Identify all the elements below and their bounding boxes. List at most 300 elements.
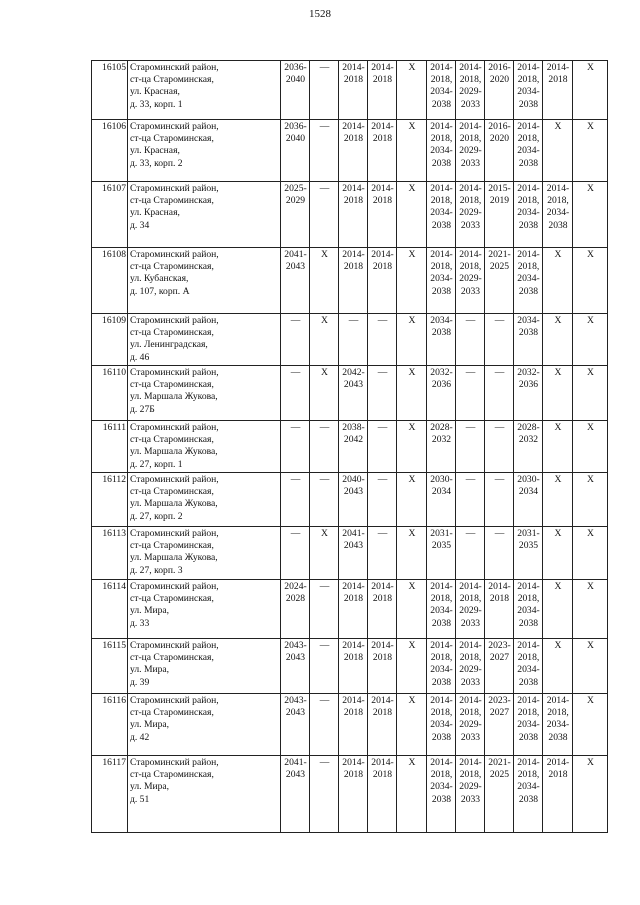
period-cell-c3: [339, 473, 368, 527]
cell-line: X: [408, 367, 416, 378]
address-line: ст-ца Староминская,: [130, 434, 214, 446]
cell-line: 2014-: [342, 695, 365, 706]
cell-line: 2038: [431, 98, 452, 110]
cell-line: —: [377, 422, 388, 433]
cell-line: —: [465, 367, 476, 378]
cell-line: —: [494, 315, 505, 326]
period-cell-c11: [573, 248, 608, 314]
row-number: 16114: [92, 580, 128, 639]
cell-line: 2028: [285, 593, 306, 605]
period-cell-c7: [456, 473, 485, 527]
period-cell-c5: [397, 248, 427, 314]
address-line: ст-ца Староминская,: [130, 769, 214, 781]
period-cell-c3: [339, 182, 368, 248]
cell-line: 2038: [548, 219, 568, 231]
table-body: [92, 61, 608, 833]
address-line: д. 27, корп. 2: [130, 510, 183, 522]
address-line: д. 42: [130, 731, 150, 743]
cell-line: X: [554, 422, 562, 433]
cell-line: 2018,: [430, 195, 453, 207]
cell-line: 2034-: [430, 664, 453, 676]
cell-line: 2034-: [517, 719, 540, 731]
cell-line: 2027: [489, 652, 510, 664]
row-number: 16105: [92, 61, 128, 120]
cell-line: —: [290, 315, 301, 326]
period-cell-c4: [368, 366, 397, 421]
cell-line: X: [554, 367, 562, 378]
address-line: д. 27, корп. 3: [130, 564, 183, 576]
cell-line: 2018,: [430, 707, 453, 719]
cell-line: 2043-: [284, 695, 307, 706]
cell-line: 2014-: [430, 121, 453, 132]
cell-line: X: [554, 249, 562, 260]
cell-line: 2014-: [459, 581, 482, 592]
cell-line: 2035: [518, 540, 539, 552]
cell-line: 2018: [343, 74, 364, 86]
cell-line: —: [494, 367, 505, 378]
cell-line: 2018,: [430, 133, 453, 145]
cell-line: X: [408, 315, 416, 326]
cell-line: —: [319, 422, 330, 433]
cell-line: 2018: [343, 133, 364, 145]
cell-line: 2018: [372, 195, 393, 207]
period-cell-c4: [368, 248, 397, 314]
cell-line: 2018: [372, 769, 393, 781]
address-line: ул. Красная,: [130, 145, 180, 157]
cell-line: 2014-: [546, 183, 570, 194]
address-line: д. 51: [130, 793, 150, 805]
cell-line: X: [408, 757, 416, 768]
address-line: ст-ца Староминская,: [130, 261, 214, 273]
table-row: [92, 248, 608, 314]
cell-line: 2018: [372, 652, 393, 664]
period-cell-c4: [368, 314, 397, 366]
table-row: [92, 756, 608, 833]
cell-line: 2019: [489, 195, 510, 207]
cell-line: 2038: [518, 98, 539, 110]
cell-line: X: [587, 315, 594, 326]
cell-line: 2033: [460, 219, 481, 231]
period-cell-c7: [456, 756, 485, 833]
address-cell: [128, 120, 281, 182]
cell-line: 2042-: [342, 367, 365, 378]
address-line: ст-ца Староминская,: [130, 540, 214, 552]
address-line: ул. Мира,: [130, 605, 170, 617]
cell-line: —: [290, 422, 301, 433]
period-cell-c11: [573, 366, 608, 421]
period-cell-c6: [427, 248, 456, 314]
cell-line: 2014-: [371, 249, 394, 260]
period-cell-c10: [543, 248, 573, 314]
cell-line: 2018,: [517, 195, 540, 207]
cell-line: X: [408, 640, 416, 651]
period-cell-c5: [397, 756, 427, 833]
address-cell: [128, 580, 281, 639]
address-line: Староминский район,: [130, 640, 219, 651]
cell-line: 2014-: [546, 757, 570, 768]
row-number: 16117: [92, 756, 128, 833]
cell-line: X: [587, 183, 594, 194]
period-cell-c5: [397, 473, 427, 527]
cell-line: 2018,: [430, 652, 453, 664]
period-cell-c8: [485, 639, 514, 694]
cell-line: —: [319, 121, 330, 132]
cell-line: 2014-: [517, 695, 540, 706]
address-line: ул. Маршала Жукова,: [130, 391, 218, 403]
period-cell-c2: [310, 366, 339, 421]
cell-line: —: [290, 474, 301, 485]
address-line: ст-ца Староминская,: [130, 195, 214, 207]
period-cell-c6: [427, 527, 456, 580]
address-line: ст-ца Староминская,: [130, 486, 214, 498]
period-cell-c3: [339, 120, 368, 182]
cell-line: 2014-: [371, 757, 394, 768]
period-cell-c7: [456, 314, 485, 366]
period-cell-c2: [310, 182, 339, 248]
cell-line: X: [408, 121, 416, 132]
cell-line: 2018: [343, 261, 364, 273]
period-cell-c8: [485, 756, 514, 833]
period-cell-c9: [514, 756, 543, 833]
cell-line: —: [319, 183, 330, 194]
period-cell-c4: [368, 421, 397, 473]
address-line: д. 34: [130, 219, 150, 231]
address-cell: [128, 182, 281, 248]
cell-line: X: [408, 528, 416, 539]
period-cell-c5: [397, 421, 427, 473]
cell-line: X: [321, 528, 328, 539]
cell-line: —: [348, 315, 359, 326]
cell-line: 2014-: [459, 695, 482, 706]
cell-line: X: [587, 581, 594, 592]
cell-line: 2034-: [430, 605, 453, 617]
cell-line: 2014-: [430, 62, 453, 73]
period-cell-c3: [339, 756, 368, 833]
cell-line: 2029-: [459, 605, 482, 617]
cell-line: 2036: [518, 379, 539, 391]
cell-line: 2040: [285, 74, 306, 86]
cell-line: 2018,: [517, 769, 540, 781]
cell-line: 2018,: [459, 652, 482, 664]
period-cell-c8: [485, 61, 514, 120]
period-cell-c9: [514, 248, 543, 314]
table-row: [92, 694, 608, 756]
cell-line: 2018,: [517, 261, 540, 273]
period-cell-c5: [397, 61, 427, 120]
cell-line: —: [290, 367, 301, 378]
period-cell-c6: [427, 639, 456, 694]
period-cell-c3: [339, 639, 368, 694]
row-number: 16113: [92, 527, 128, 580]
address-line: Староминский район,: [130, 367, 219, 378]
row-number: 16109: [92, 314, 128, 366]
period-cell-c9: [514, 314, 543, 366]
cell-line: 2029-: [459, 86, 482, 98]
cell-line: X: [587, 695, 594, 706]
cell-line: —: [319, 474, 330, 485]
cell-line: 2018: [343, 593, 364, 605]
period-cell-c4: [368, 756, 397, 833]
cell-line: 2038: [548, 731, 568, 743]
cell-line: 2018: [372, 707, 393, 719]
cell-line: X: [554, 581, 562, 592]
cell-line: 2020: [489, 74, 510, 86]
cell-line: 2038: [431, 617, 452, 629]
cell-line: 2034-: [546, 207, 570, 219]
cell-line: 2018: [372, 261, 393, 273]
period-cell-c11: [573, 527, 608, 580]
housing-register-table: [91, 60, 608, 833]
cell-line: 2038: [518, 157, 539, 169]
cell-line: 2034-: [430, 719, 453, 731]
period-cell-c6: [427, 473, 456, 527]
period-cell-c8: [485, 366, 514, 421]
address-cell: [128, 248, 281, 314]
period-cell-c3: [339, 421, 368, 473]
period-cell-c6: [427, 580, 456, 639]
address-line: д. 33: [130, 617, 150, 629]
address-line: ст-ца Староминская,: [130, 327, 214, 339]
cell-line: —: [494, 528, 505, 539]
period-cell-c2: [310, 314, 339, 366]
cell-line: 2018: [343, 769, 364, 781]
period-cell-c7: [456, 421, 485, 473]
period-cell-c2: [310, 527, 339, 580]
cell-line: 2033: [460, 731, 481, 743]
cell-line: X: [554, 528, 562, 539]
cell-line: 2014-: [459, 757, 482, 768]
cell-line: X: [554, 121, 562, 132]
period-cell-c9: [514, 694, 543, 756]
cell-line: 2034-: [517, 86, 540, 98]
cell-line: X: [408, 249, 416, 260]
cell-line: 2018: [548, 769, 568, 781]
cell-line: 2014-: [342, 249, 365, 260]
period-cell-c4: [368, 694, 397, 756]
cell-line: —: [494, 474, 505, 485]
cell-line: —: [465, 422, 476, 433]
cell-line: —: [319, 581, 330, 592]
period-cell-c2: [310, 421, 339, 473]
period-cell-c10: [543, 473, 573, 527]
period-cell-c2: [310, 120, 339, 182]
period-cell-c2: [310, 473, 339, 527]
cell-line: 2018,: [459, 593, 482, 605]
period-cell-c6: [427, 314, 456, 366]
cell-line: 2034-: [517, 781, 540, 793]
period-cell-c5: [397, 580, 427, 639]
cell-line: 2033: [460, 285, 481, 297]
address-line: Староминский район,: [130, 121, 219, 132]
cell-line: 2043: [343, 379, 364, 391]
cell-line: X: [587, 528, 594, 539]
cell-line: 2034-: [430, 207, 453, 219]
period-cell-c8: [485, 473, 514, 527]
period-cell-c9: [514, 580, 543, 639]
row-number: 16115: [92, 639, 128, 694]
period-cell-c3: [339, 527, 368, 580]
period-cell-c9: [514, 366, 543, 421]
period-cell-c9: [514, 120, 543, 182]
period-cell-c7: [456, 120, 485, 182]
address-line: ст-ца Староминская,: [130, 593, 214, 605]
cell-line: X: [408, 422, 416, 433]
period-cell-c8: [485, 314, 514, 366]
cell-line: 2038: [431, 731, 452, 743]
cell-line: 2041-: [284, 757, 307, 768]
address-cell: [128, 421, 281, 473]
period-cell-c3: [339, 61, 368, 120]
cell-line: 2034-: [517, 315, 540, 326]
cell-line: 2033: [460, 98, 481, 110]
cell-line: 2014-: [342, 581, 365, 592]
cell-line: 2038: [431, 327, 452, 339]
period-cell-c2: [310, 580, 339, 639]
period-cell-c3: [339, 366, 368, 421]
cell-line: X: [554, 315, 562, 326]
period-cell-c10: [543, 756, 573, 833]
address-cell: [128, 366, 281, 421]
table-row: [92, 120, 608, 182]
cell-line: 2018: [548, 74, 568, 86]
cell-line: X: [408, 581, 416, 592]
period-cell-c7: [456, 580, 485, 639]
cell-line: 2018: [372, 593, 393, 605]
period-cell-c2: [310, 61, 339, 120]
page-number: 1528: [309, 8, 331, 20]
period-cell-c10: [543, 421, 573, 473]
cell-line: 2018,: [547, 707, 569, 719]
period-cell-c3: [339, 248, 368, 314]
cell-line: —: [319, 640, 330, 651]
period-cell-c1: [281, 120, 310, 182]
period-cell-c8: [485, 527, 514, 580]
cell-line: X: [408, 695, 416, 706]
table-row: [92, 527, 608, 580]
cell-line: 2014-: [430, 695, 453, 706]
period-cell-c11: [573, 182, 608, 248]
cell-line: —: [377, 528, 388, 539]
cell-line: 2038: [518, 793, 539, 805]
period-cell-c8: [485, 120, 514, 182]
address-line: ст-ца Староминская,: [130, 133, 214, 145]
table-row: [92, 182, 608, 248]
period-cell-c10: [543, 61, 573, 120]
address-cell: [128, 756, 281, 833]
period-cell-c1: [281, 639, 310, 694]
cell-line: 2014-: [459, 640, 482, 651]
period-cell-c10: [543, 182, 573, 248]
cell-line: 2021-: [488, 757, 511, 768]
period-cell-c6: [427, 182, 456, 248]
address-cell: [128, 473, 281, 527]
cell-line: 2018,: [430, 74, 453, 86]
cell-line: 2034-: [517, 145, 540, 157]
cell-line: X: [587, 367, 594, 378]
period-cell-c7: [456, 248, 485, 314]
address-line: д. 27Б: [130, 403, 155, 415]
cell-line: 2014-: [517, 249, 540, 260]
period-cell-c6: [427, 694, 456, 756]
cell-line: X: [587, 422, 594, 433]
row-number: 16107: [92, 182, 128, 248]
address-line: Староминский район,: [130, 581, 219, 592]
cell-line: 2014-: [459, 121, 482, 132]
cell-line: 2018,: [517, 707, 540, 719]
address-line: ул. Ленинградская,: [130, 339, 208, 351]
cell-line: 2018,: [430, 593, 453, 605]
cell-line: 2023-: [488, 695, 511, 706]
address-line: ул. Кубанская,: [130, 273, 189, 285]
address-line: Староминский район,: [130, 757, 219, 768]
cell-line: 2036-: [284, 62, 307, 73]
cell-line: X: [587, 474, 594, 485]
cell-line: 2035: [431, 540, 452, 552]
cell-line: 2038: [518, 285, 539, 297]
cell-line: 2032-: [517, 367, 540, 378]
address-line: ул. Мира,: [130, 781, 170, 793]
cell-line: X: [554, 474, 562, 485]
period-cell-c6: [427, 366, 456, 421]
address-line: Староминский район,: [130, 528, 219, 539]
cell-line: 2018,: [517, 652, 540, 664]
address-line: ул. Красная,: [130, 86, 180, 98]
period-cell-c1: [281, 366, 310, 421]
cell-line: 2036: [431, 379, 452, 391]
cell-line: 2034-: [517, 664, 540, 676]
cell-line: X: [554, 640, 562, 651]
period-cell-c1: [281, 61, 310, 120]
cell-line: 2038: [431, 676, 452, 688]
cell-line: 2033: [460, 793, 481, 805]
address-line: ул. Мира,: [130, 719, 170, 731]
cell-line: 2038: [518, 676, 539, 688]
address-cell: [128, 694, 281, 756]
cell-line: 2038: [431, 157, 452, 169]
period-cell-c11: [573, 120, 608, 182]
cell-line: 2014-: [342, 183, 365, 194]
period-cell-c9: [514, 473, 543, 527]
address-cell: [128, 61, 281, 120]
cell-line: 2014-: [430, 183, 453, 194]
period-cell-c2: [310, 639, 339, 694]
period-cell-c8: [485, 248, 514, 314]
cell-line: 2023-: [488, 640, 511, 651]
period-cell-c4: [368, 120, 397, 182]
cell-line: 2043: [343, 486, 364, 498]
cell-line: —: [377, 474, 388, 485]
cell-line: 2014-: [488, 581, 511, 592]
cell-line: 2014-: [517, 640, 540, 651]
cell-line: 2014-: [342, 121, 365, 132]
cell-line: 2027: [489, 707, 510, 719]
table-row: [92, 473, 608, 527]
cell-line: 2014-: [342, 640, 365, 651]
cell-line: 2031-: [430, 528, 453, 539]
cell-line: 2034-: [430, 315, 453, 326]
cell-line: 2038: [431, 793, 452, 805]
period-cell-c9: [514, 61, 543, 120]
period-cell-c1: [281, 473, 310, 527]
cell-line: 2014-: [342, 757, 365, 768]
cell-line: 2014-: [517, 757, 540, 768]
period-cell-c1: [281, 756, 310, 833]
cell-line: —: [494, 422, 505, 433]
table-row: [92, 421, 608, 473]
cell-line: X: [408, 62, 416, 73]
cell-line: 2014-: [546, 62, 570, 73]
cell-line: 2014-: [517, 183, 540, 194]
